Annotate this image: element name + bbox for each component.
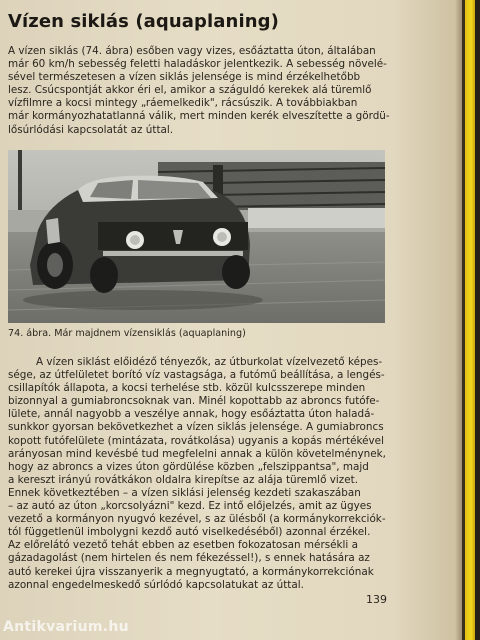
text-line: autó kerekei újra visszanyerik a megnyugtató, a kormánykorrekciónak — [8, 565, 374, 578]
page-fold-shadow — [455, 0, 465, 640]
text-line: Ennek következtében – a vízen siklási jelenség kezdeti szakaszában — [8, 486, 361, 499]
intro-paragraph — [8, 45, 388, 137]
text-line: gázadagolást (nem hirtelen és nem fékezéssel!), s ennek hatására az — [8, 552, 370, 565]
text-line: azonnal engedelmeskedő súrlódó kapcsolatukat az úttal. — [8, 578, 304, 591]
text-line: lősúrlódási kapcsolatát az úttal. — [8, 123, 174, 136]
text-line: arányosan mind kevésbé tud megfelelni annak a külön követelménynek, — [8, 447, 386, 460]
yellow-book-edge — [465, 0, 475, 640]
text-line: sével természetesen a vízen siklás jelensége is mind érzékelhetőbb — [8, 71, 361, 84]
page-number: 139 — [366, 593, 387, 606]
section-title: Vízen siklás (aquaplaning) — [8, 11, 279, 32]
text-line: – az autó az úton „korcsolyázni" kezd. Ez intő előjelzés, amit az ügyes — [8, 500, 372, 513]
text-line: A vízen siklást előidéző tényezők, az útburkolat vízelvezető képes- — [36, 356, 383, 368]
text-line: sunkkor gyorsan bekövetkezhet a vízen siklás jelensége. A gumiabroncs — [8, 421, 384, 434]
text-line: a kereszt irányú rovátkákon oldalra kirepítse az alája türemlő vizet. — [8, 473, 358, 486]
text-line: hogy az abroncs a vizes úton gördülése közben „felszippantsa", majd — [8, 460, 369, 473]
text-line: Az előrelátó vezető tehát ebben az esetben fokozatosan mérsékli a — [8, 539, 358, 552]
background-edge — [475, 0, 480, 640]
body-paragraph — [8, 356, 388, 592]
text-line: tól függetlenül imbolygni kezdő autó viselkedéséből) azonnal érzékel. — [8, 526, 371, 539]
text-line: bizonnyal a gumiabroncsoknak van. Minél kopottabb az abroncs futófe- — [8, 395, 380, 408]
text-line: A vízen siklás (74. ábra) esőben vagy vizes, esőáztatta úton, általában — [8, 45, 376, 57]
text-line: már 60 km/h sebesség feletti haladáskor jelentkezik. A sebesség növelé- — [8, 58, 387, 71]
text-line: lülete, annál nagyobb a veszélye annak, hogy esőáztatta úton haladá- — [8, 408, 375, 421]
text-line: már kormányozhatatlanná válik, mert minden kerék elveszítette a gördü- — [8, 110, 390, 123]
text-line: csillapítók állapota, a kocsi terhelése stb. közül kulcsszerepe minden — [8, 382, 366, 395]
race-car-photo — [8, 150, 385, 323]
text-line: sége, az útfelületet borító víz vastagsága, a futómű beállítása, a lengés- — [8, 369, 385, 382]
text-line: kopott futófelülete (mintázata, rovátkolása) ugyanis a kopás mértékével — [8, 434, 384, 447]
figure-caption: 74. ábra. Már majdnem vízensiklás (aquaplaning) — [8, 328, 246, 339]
watermark: Antikvarium.hu — [3, 619, 129, 635]
text-line: vezető a kormányon nyugvó kezével, s az ülésből (a kormánykorrekciók- — [8, 513, 386, 526]
text-line: lesz. Csúcspontját akkor éri el, amikor a száguldó kerekek alá türemlő — [8, 84, 372, 97]
text-line: vízfilmre a kocsi mintegy „ráemelkedik", rácsúszik. A továbbiakban — [8, 97, 358, 110]
